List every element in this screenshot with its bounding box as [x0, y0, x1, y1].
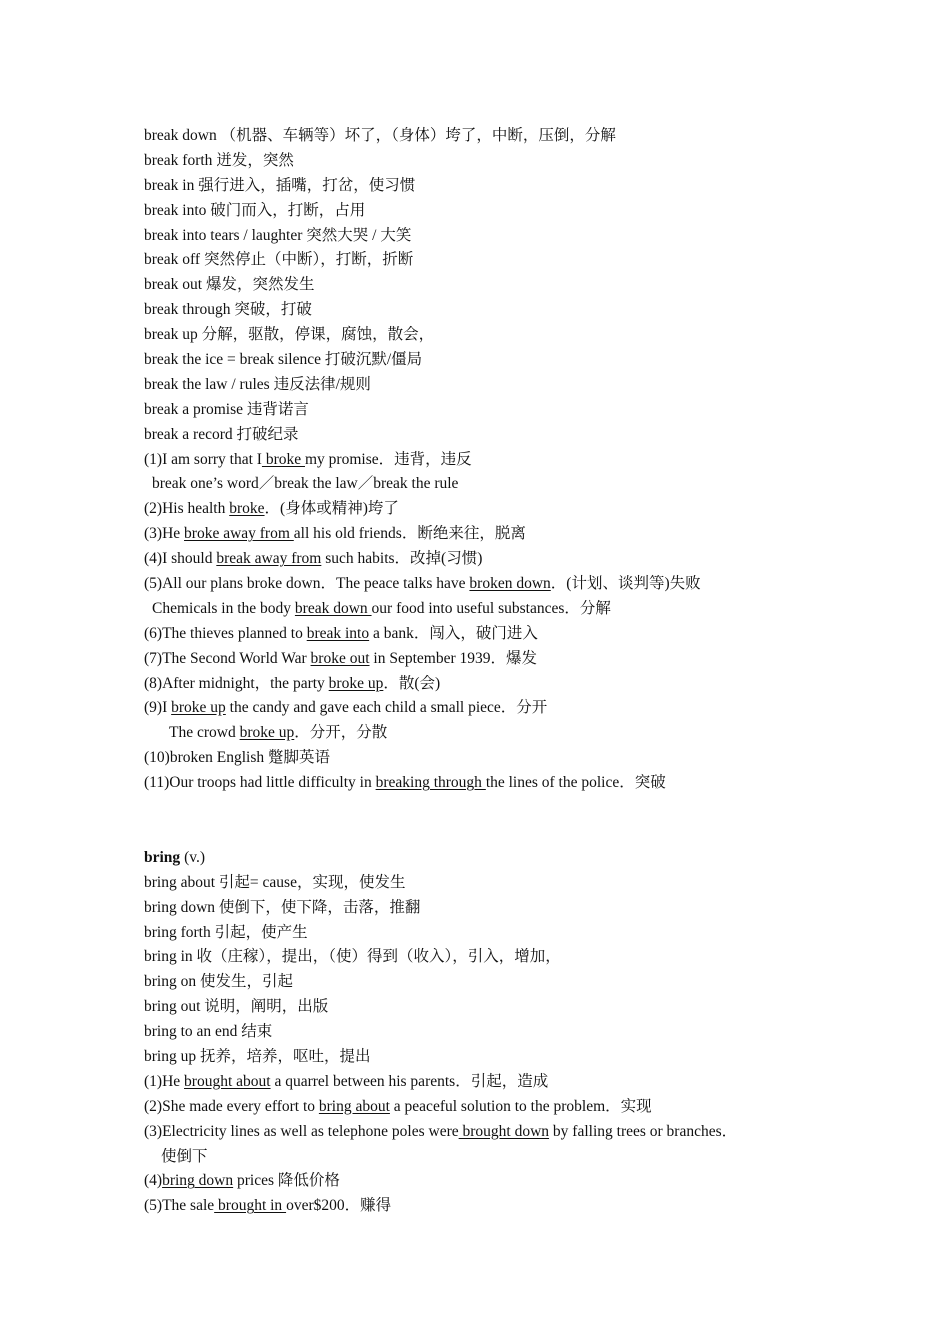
phrase-zh: 违背诺言	[246, 400, 309, 418]
example-underlined: breaking through	[375, 774, 486, 792]
example-text: (3)Electricity lines as well as telephone poles were	[144, 1122, 459, 1140]
phrase-zh: 说明，阐明，出版	[204, 998, 329, 1016]
example-underlined: break into	[306, 624, 370, 642]
example-text: all his old friends．断绝来往，脱离	[293, 525, 526, 543]
example-text: a peaceful solution to the problem．实现	[389, 1097, 652, 1115]
phrase-en: break down	[144, 127, 217, 144]
phrase-zh: 突破，打破	[234, 301, 312, 319]
phrase-zh: 引起= cause，实现，使发生	[218, 873, 406, 891]
example-line	[144, 622, 844, 647]
phrase-en: break into	[144, 201, 207, 219]
example-text: (6)The thieves planned to	[144, 624, 307, 642]
phrase-zh: 使发生，引起	[199, 973, 293, 991]
phrase-zh: 强行进入，插嘴，打岔，使习惯	[198, 176, 416, 194]
example-underlined: bring about	[318, 1097, 390, 1115]
example-text: ．(身体或精神)垮了	[264, 500, 399, 518]
example-text: (4)I should	[144, 550, 217, 568]
example-text: our food into useful substances．分解	[371, 599, 611, 617]
example-text: the candy and gave each child a small piece．分开	[225, 699, 548, 717]
example-text: (3)He	[144, 525, 185, 543]
example-text: such habits．改掉(习惯)	[321, 550, 483, 568]
example-line	[144, 696, 844, 721]
phrase-zh: 打破沉默/僵局	[324, 351, 423, 369]
example-text: by falling trees or branches．	[549, 1122, 738, 1140]
phrase-en: bring about	[144, 873, 216, 891]
example-text: a quarrel between his parents．引起，造成	[270, 1072, 549, 1090]
example-underlined: broke out	[310, 649, 370, 667]
phrase-en: bring to an end	[144, 1023, 238, 1041]
phrase-en: break into tears / laughter	[144, 226, 303, 244]
example-underlined: brought down	[458, 1122, 550, 1140]
phrase-line	[144, 945, 844, 970]
section-gap	[144, 796, 844, 846]
phrase-en: break a record	[144, 425, 233, 443]
example-text: 使倒下	[161, 1147, 208, 1165]
example-text: (5)The sale	[144, 1197, 215, 1215]
example-text: a bank．闯入，破门进入	[369, 624, 538, 642]
phrase-en: break the ice = break silence	[144, 351, 321, 369]
example-line	[144, 1169, 844, 1194]
phrase-en: break forth	[144, 151, 213, 169]
example-line	[144, 647, 844, 672]
example-underlined: break away from	[216, 550, 322, 568]
example-underlined: broken down	[469, 575, 551, 593]
example-text: prices 降低价格	[233, 1172, 340, 1190]
phrase-line	[144, 348, 844, 373]
example-text: in September 1939．爆发	[369, 649, 537, 667]
example-line	[144, 1070, 844, 1095]
example-text: (2)She made every effort to	[144, 1097, 319, 1115]
phrase-en: bring in	[144, 948, 193, 966]
phrase-zh: 违反法律/规则	[273, 375, 371, 393]
phrase-line	[144, 1020, 844, 1045]
phrase-zh: 抚养，培养，呕吐，提出	[199, 1047, 371, 1065]
heading-word: bring	[144, 848, 181, 866]
phrase-zh: 迸发，突然	[216, 151, 294, 169]
example-line	[144, 1145, 844, 1170]
example-text: The crowd	[169, 724, 240, 742]
phrase-zh: 爆发，突然发生	[205, 276, 315, 294]
phrase-line	[144, 248, 844, 273]
example-text: (1)He	[144, 1072, 185, 1090]
phrase-line	[144, 1045, 844, 1070]
example-text: (2)His health	[144, 500, 230, 518]
phrase-en: bring on	[144, 973, 197, 991]
phrase-en: bring out	[144, 998, 201, 1016]
example-line	[144, 522, 844, 547]
phrase-en: bring forth	[144, 923, 211, 941]
phrase-line	[144, 323, 844, 348]
example-line	[144, 771, 844, 796]
phrase-zh: 打破纪录	[236, 425, 299, 443]
example-text: (9)I	[144, 699, 172, 717]
example-text: (1)I am sorry that I	[144, 450, 262, 468]
phrase-en: break out	[144, 276, 203, 294]
phrase-line	[144, 124, 844, 149]
phrase-en: break through	[144, 301, 231, 319]
example-line	[144, 572, 844, 597]
phrase-line	[144, 995, 844, 1020]
example-text: (11)Our troops had little difficulty in	[144, 774, 376, 792]
example-underlined: broke away from	[184, 525, 294, 543]
example-underlined: broke up	[239, 724, 295, 742]
phrase-zh: 使倒下，使下降，击落，推翻	[218, 898, 421, 916]
example-line	[144, 547, 844, 572]
phrase-zh: （机器、车辆等）坏了，（身体）垮了，中断，压倒，分解	[220, 127, 616, 144]
phrase-zh: 收（庄稼），提出，（使）得到（收入），引入，增加，	[196, 948, 561, 966]
phrase-zh: 突然停止（中断），打断，折断	[203, 251, 414, 269]
example-line	[144, 1194, 844, 1219]
phrase-line	[144, 871, 844, 896]
phrase-zh: 分解，驱散，停课，腐蚀，散会，	[201, 326, 435, 344]
example-text: (5)All our plans broke down．The peace talks have	[144, 575, 470, 593]
heading-pos: (v.)	[180, 848, 206, 866]
example-text: my promise．违背，违反	[304, 450, 472, 468]
example-line	[144, 721, 844, 746]
phrase-line	[144, 398, 844, 423]
example-text: (8)After midnight，the party	[144, 674, 329, 692]
phrase-zh: 引起，使产生	[214, 923, 308, 941]
phrase-en: break in	[144, 176, 195, 194]
example-underlined: broke up	[328, 674, 384, 692]
example-line	[144, 1095, 844, 1120]
example-text: break one’s word／break the law／break the rule	[152, 475, 459, 493]
example-underlined: bring down	[162, 1172, 234, 1190]
phrase-en: break a promise	[144, 400, 243, 418]
example-text: ．(计划、谈判等)失败	[550, 575, 701, 593]
example-underlined: break down	[294, 599, 372, 617]
example-text: Chemicals in the body	[152, 599, 295, 617]
example-line	[144, 497, 844, 522]
phrase-zh: 破门而入，打断，占用	[210, 201, 366, 219]
example-text: (7)The Second World War	[144, 649, 311, 667]
example-underlined: broke	[229, 500, 265, 518]
phrase-line	[144, 970, 844, 995]
example-line	[144, 1120, 844, 1145]
phrase-en: break off	[144, 251, 201, 269]
phrase-line	[144, 921, 844, 946]
example-line	[144, 746, 844, 771]
phrase-zh: 突然大哭 / 大笑	[306, 226, 412, 244]
phrase-line	[144, 174, 844, 199]
example-text: the lines of the police．突破	[485, 774, 666, 792]
example-text: (4)	[144, 1172, 163, 1190]
phrase-line	[144, 273, 844, 298]
document-page	[144, 124, 844, 1219]
example-underlined: broke	[261, 450, 305, 468]
phrase-line	[144, 298, 844, 323]
phrase-line	[144, 373, 844, 398]
example-text: ．散(会)	[383, 674, 441, 692]
example-line	[144, 597, 844, 622]
phrase-en: break the law / rules	[144, 375, 270, 393]
phrase-line	[144, 896, 844, 921]
section-heading	[144, 846, 844, 871]
example-underlined: brought about	[184, 1072, 271, 1090]
example-text: ．分开，分散	[294, 724, 388, 742]
phrase-en: bring down	[144, 898, 216, 916]
phrase-en: bring up	[144, 1047, 197, 1065]
phrase-zh: 结束	[241, 1023, 273, 1041]
phrase-line	[144, 423, 844, 448]
phrase-line	[144, 149, 844, 174]
example-line	[144, 448, 844, 473]
example-line	[144, 672, 844, 697]
example-underlined: brought in	[214, 1197, 287, 1215]
phrase-en: break up	[144, 326, 198, 344]
phrase-line	[144, 199, 844, 224]
example-line	[144, 472, 844, 497]
phrase-line	[144, 224, 844, 249]
example-text: over$200．赚得	[286, 1197, 392, 1215]
example-text: (10)broken English 蹩脚英语	[144, 749, 330, 767]
example-underlined: broke up	[171, 699, 226, 717]
